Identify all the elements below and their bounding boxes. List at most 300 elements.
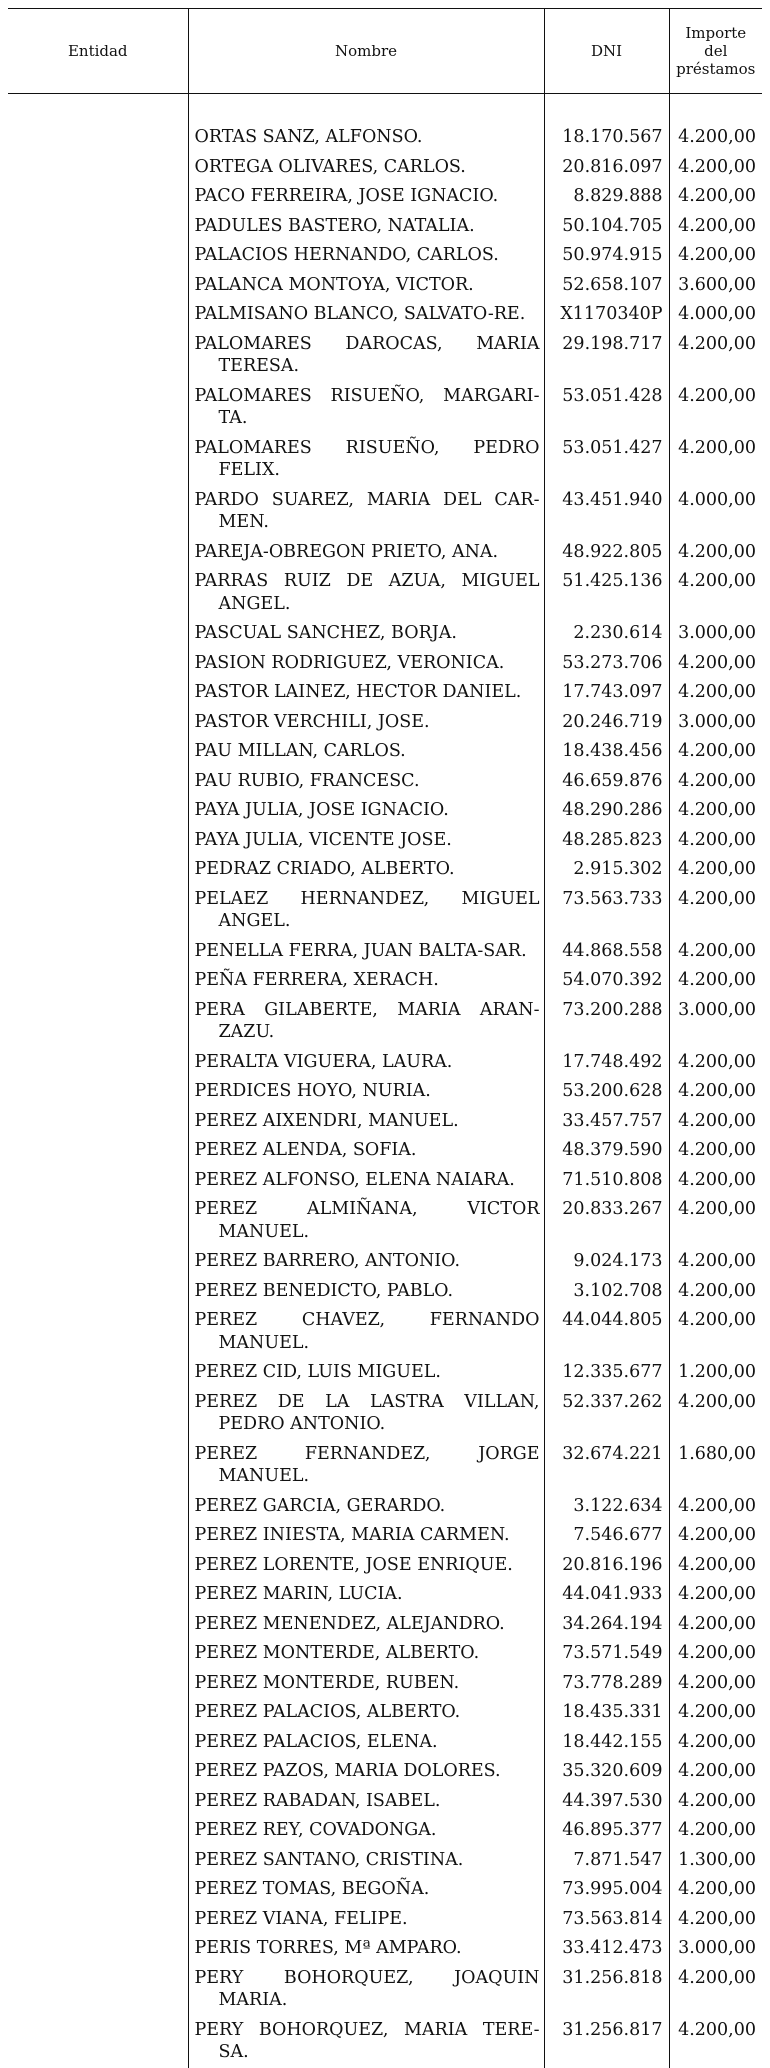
- entidad-cell: [8, 330, 188, 382]
- importe-cell: 4.200,00: [669, 538, 762, 568]
- header-nombre: Nombre: [188, 9, 544, 94]
- importe-cell: 4.200,00: [669, 153, 762, 183]
- nombre-cell: [188, 1107, 544, 1137]
- nombre-text: PENELLA FERRA, JUAN BALTA-SAR.: [194, 940, 527, 961]
- nombre-text: PEREZ MARIN, LUCIA.: [194, 1584, 403, 1604]
- importe-cell: 4.200,00: [669, 1388, 762, 1440]
- importe-cell: 3.000,00: [669, 708, 762, 738]
- importe-cell: 4.200,00: [669, 1551, 762, 1581]
- table-row: [8, 212, 762, 242]
- importe-cell: 4.200,00: [669, 1580, 762, 1610]
- dni-cell: 33.412.473: [544, 1934, 669, 1964]
- entidad-cell: [8, 1048, 188, 1078]
- dni-cell: 73.563.733: [544, 885, 669, 937]
- nombre-cell: [188, 1166, 544, 1196]
- entidad-cell: [8, 1521, 188, 1551]
- nombre-text: PARRAS RUIZ DE AZUA, MIGUEL ANGEL.: [194, 571, 540, 614]
- nombre-text: PERDICES HOYO, NURIA.: [194, 1081, 431, 1101]
- dni-cell: 33.457.757: [544, 1107, 669, 1137]
- nombre-text: PEREZ TOMAS, BEGOÑA.: [194, 1879, 430, 1899]
- entidad-cell: [8, 1195, 188, 1247]
- table-row: [8, 1816, 762, 1846]
- table-row: [8, 885, 762, 937]
- entidad-cell: [8, 737, 188, 767]
- table-row: [8, 796, 762, 826]
- dni-cell: 73.200.288: [544, 996, 669, 1048]
- nombre-text: PEREZ ALFONSO, ELENA NAIARA.: [194, 1169, 515, 1190]
- nombre-cell: [188, 271, 544, 301]
- entidad-cell: [8, 434, 188, 486]
- importe-cell: 4.200,00: [669, 1166, 762, 1196]
- table-row: [8, 708, 762, 738]
- table-row: [8, 1077, 762, 1107]
- importe-cell: 4.200,00: [669, 1698, 762, 1728]
- dni-cell: 73.563.814: [544, 1905, 669, 1935]
- importe-cell: 3.000,00: [669, 1934, 762, 1964]
- table-row: [8, 1728, 762, 1758]
- nombre-cell: [188, 1136, 544, 1166]
- importe-cell: 4.200,00: [669, 937, 762, 967]
- nombre-cell: [188, 1934, 544, 1964]
- importe-cell: 4.200,00: [669, 1247, 762, 1277]
- dni-cell: 18.438.456: [544, 737, 669, 767]
- importe-cell: 4.200,00: [669, 567, 762, 619]
- entidad-cell: [8, 1306, 188, 1358]
- dni-cell: 3.102.708: [544, 1277, 669, 1307]
- table-row: [8, 1639, 762, 1669]
- dni-cell: 48.290.286: [544, 796, 669, 826]
- dni-cell: 2.915.302: [544, 855, 669, 885]
- importe-cell: 4.200,00: [669, 885, 762, 937]
- table-header-row: [8, 9, 762, 94]
- nombre-text: PEDRAZ CRIADO, ALBERTO.: [194, 859, 455, 879]
- table-row: [8, 300, 762, 330]
- importe-cell: 4.200,00: [669, 1077, 762, 1107]
- entidad-cell: [8, 538, 188, 568]
- dni-cell: 18.442.155: [544, 1728, 669, 1758]
- importe-cell: 4.200,00: [669, 1875, 762, 1905]
- importe-cell: 4.200,00: [669, 796, 762, 826]
- nombre-text: PERALTA VIGUERA, LAURA.: [194, 1051, 453, 1072]
- entidad-cell: [8, 1698, 188, 1728]
- importe-cell: 4.200,00: [669, 1610, 762, 1640]
- nombre-text: PEREZ CHAVEZ, FERNANDO MANUEL.: [194, 1310, 540, 1353]
- entidad-cell: [8, 1580, 188, 1610]
- entidad-cell: [8, 1166, 188, 1196]
- nombre-cell: [188, 855, 544, 885]
- nombre-cell: [188, 1277, 544, 1307]
- table-row: [8, 1492, 762, 1522]
- nombre-text: PEREZ ALMIÑANA, VICTOR MANUEL.: [194, 1199, 540, 1242]
- nombre-text: PEREZ BARRERO, ANTONIO.: [194, 1251, 461, 1271]
- header-entidad: Entidad: [8, 9, 188, 94]
- entidad-cell: [8, 826, 188, 856]
- importe-cell: 4.200,00: [669, 1107, 762, 1137]
- dni-cell: 52.337.262: [544, 1388, 669, 1440]
- importe-cell: 3.000,00: [669, 996, 762, 1048]
- table-row: [8, 1905, 762, 1935]
- importe-cell: 4.200,00: [669, 1195, 762, 1247]
- table-row: [8, 855, 762, 885]
- header-dni: DNI: [544, 9, 669, 94]
- nombre-text: PADULES BASTERO, NATALIA.: [194, 215, 475, 236]
- entidad-cell: [8, 1787, 188, 1817]
- table-row: [8, 937, 762, 967]
- importe-cell: 4.000,00: [669, 300, 762, 330]
- nombre-text: PEREZ PALACIOS, ALBERTO.: [194, 1702, 461, 1722]
- dni-cell: 44.868.558: [544, 937, 669, 967]
- importe-cell: 4.000,00: [669, 486, 762, 538]
- importe-cell: 4.200,00: [669, 2016, 762, 2068]
- dni-cell: 20.246.719: [544, 708, 669, 738]
- nombre-cell: [188, 1195, 544, 1247]
- entidad-cell: [8, 966, 188, 996]
- nombre-text: PEREZ DE LA LASTRA VILLAN, PEDRO ANTONIO.: [194, 1391, 540, 1434]
- nombre-text: PASCUAL SANCHEZ, BORJA.: [194, 623, 457, 643]
- table-row: [8, 1107, 762, 1137]
- nombre-cell: [188, 1077, 544, 1107]
- entidad-cell: [8, 300, 188, 330]
- table-row: [8, 1166, 762, 1196]
- table-row: [8, 619, 762, 649]
- table-row: [8, 241, 762, 271]
- importe-cell: 3.000,00: [669, 619, 762, 649]
- nombre-cell: [188, 1388, 544, 1440]
- importe-cell: 4.200,00: [669, 241, 762, 271]
- entidad-cell: [8, 1905, 188, 1935]
- entidad-cell: [8, 1875, 188, 1905]
- table-row: [8, 678, 762, 708]
- dni-cell: 43.451.940: [544, 486, 669, 538]
- dni-cell: 50.104.705: [544, 212, 669, 242]
- entidad-cell: [8, 1610, 188, 1640]
- nombre-cell: [188, 1669, 544, 1699]
- entidad-cell: [8, 708, 188, 738]
- importe-cell: 4.200,00: [669, 855, 762, 885]
- dni-cell: 3.122.634: [544, 1492, 669, 1522]
- importe-cell: 1.200,00: [669, 1358, 762, 1388]
- dni-cell: 34.264.194: [544, 1610, 669, 1640]
- table-row: [8, 2016, 762, 2068]
- nombre-text: PEREZ LORENTE, JOSE ENRIQUE.: [194, 1554, 513, 1575]
- entidad-cell: [8, 937, 188, 967]
- nombre-cell: [188, 1875, 544, 1905]
- nombre-text: PASION RODRIGUEZ, VERONICA.: [194, 652, 505, 673]
- table-row: [8, 1698, 762, 1728]
- nombre-cell: [188, 678, 544, 708]
- nombre-cell: [188, 1816, 544, 1846]
- nombre-cell: [188, 1306, 544, 1358]
- nombre-text: PEREZ VIANA, FELIPE.: [194, 1908, 408, 1929]
- table-row: [8, 1306, 762, 1358]
- entidad-cell: [8, 1757, 188, 1787]
- nombre-text: PAYA JULIA, JOSE IGNACIO.: [194, 800, 449, 820]
- importe-cell: 4.200,00: [669, 826, 762, 856]
- nombre-text: PEREZ FERNANDEZ, JORGE MANUEL.: [194, 1443, 540, 1486]
- nombre-cell: [188, 538, 544, 568]
- dni-cell: 31.256.817: [544, 2016, 669, 2068]
- entidad-cell: [8, 123, 188, 153]
- nombre-cell: [188, 1247, 544, 1277]
- importe-cell: 4.200,00: [669, 1905, 762, 1935]
- table-row: [8, 330, 762, 382]
- document-page: [8, 8, 762, 2068]
- dni-cell: 44.041.933: [544, 1580, 669, 1610]
- table-row: [8, 434, 762, 486]
- table-row: [8, 1934, 762, 1964]
- table-row: [8, 538, 762, 568]
- nombre-cell: [188, 1358, 544, 1388]
- header-importe: [669, 9, 762, 94]
- entidad-cell: [8, 1934, 188, 1964]
- importe-cell: 4.200,00: [669, 678, 762, 708]
- dni-cell: 46.659.876: [544, 767, 669, 797]
- nombre-cell: [188, 212, 544, 242]
- entidad-cell: [8, 153, 188, 183]
- entidad-cell: [8, 1492, 188, 1522]
- nombre-cell: [188, 1440, 544, 1492]
- nombre-cell: [188, 486, 544, 538]
- nombre-text: PEREZ AIXENDRI, MANUEL.: [194, 1110, 459, 1131]
- nombre-cell: [188, 737, 544, 767]
- importe-cell: 1.680,00: [669, 1440, 762, 1492]
- nombre-text: PERIS TORRES, Mª AMPARO.: [194, 1938, 462, 1958]
- nombre-cell: [188, 1048, 544, 1078]
- table-row: [8, 1964, 762, 2016]
- importe-cell: 4.200,00: [669, 1492, 762, 1522]
- dni-cell: 44.044.805: [544, 1306, 669, 1358]
- nombre-text: PASTOR LAINEZ, HECTOR DANIEL.: [194, 682, 522, 702]
- nombre-cell: [188, 996, 544, 1048]
- importe-cell: 4.200,00: [669, 123, 762, 153]
- importe-cell: 4.200,00: [669, 182, 762, 212]
- header-importe-line-1: Importe: [685, 24, 747, 42]
- dni-cell: 9.024.173: [544, 1247, 669, 1277]
- table-row: [8, 382, 762, 434]
- entidad-cell: [8, 1846, 188, 1876]
- nombre-text: PEREZ ALENDA, SOFIA.: [194, 1140, 417, 1160]
- dni-cell: 32.674.221: [544, 1440, 669, 1492]
- dni-cell: 35.320.609: [544, 1757, 669, 1787]
- nombre-text: PEREZ GARCIA, GERARDO.: [194, 1495, 446, 1516]
- nombre-cell: [188, 1639, 544, 1669]
- nombre-cell: [188, 826, 544, 856]
- entidad-cell: [8, 1440, 188, 1492]
- dni-cell: 44.397.530: [544, 1787, 669, 1817]
- importe-cell: 4.200,00: [669, 434, 762, 486]
- nombre-text: PERA GILABERTE, MARIA ARAN-ZAZU.: [194, 999, 540, 1042]
- importe-cell: 4.200,00: [669, 1136, 762, 1166]
- dni-cell: 73.571.549: [544, 1639, 669, 1669]
- nombre-text: PERY BOHORQUEZ, JOAQUIN MARIA.: [194, 1967, 540, 2010]
- table-row: [8, 767, 762, 797]
- nombre-text: PALOMARES DAROCAS, MARIA TERESA.: [194, 333, 540, 376]
- nombre-text: ORTAS SANZ, ALFONSO.: [194, 127, 423, 147]
- nombre-text: PACO FERREIRA, JOSE IGNACIO.: [194, 186, 499, 206]
- nombre-cell: [188, 885, 544, 937]
- table-row: [8, 1580, 762, 1610]
- dni-cell: 51.425.136: [544, 567, 669, 619]
- nombre-text: PALANCA MONTOYA, VICTOR.: [194, 274, 474, 295]
- nombre-text: PALOMARES RISUEÑO, MARGARI-TA.: [194, 385, 540, 428]
- table-row: [8, 1277, 762, 1307]
- dni-cell: 48.285.823: [544, 826, 669, 856]
- nombre-cell: [188, 767, 544, 797]
- nombre-cell: [188, 182, 544, 212]
- dni-cell: 20.816.196: [544, 1551, 669, 1581]
- loan-table: [8, 8, 762, 2068]
- table-row: [8, 271, 762, 301]
- table-row: [8, 826, 762, 856]
- dni-cell: 54.070.392: [544, 966, 669, 996]
- importe-cell: 4.200,00: [669, 1787, 762, 1817]
- dni-cell: 53.200.628: [544, 1077, 669, 1107]
- dni-cell: 73.778.289: [544, 1669, 669, 1699]
- nombre-cell: [188, 1846, 544, 1876]
- dni-cell: 71.510.808: [544, 1166, 669, 1196]
- nombre-text: PEREZ SANTANO, CRISTINA.: [194, 1849, 464, 1870]
- entidad-cell: [8, 241, 188, 271]
- dni-cell: 12.335.677: [544, 1358, 669, 1388]
- table-row: [8, 1610, 762, 1640]
- entidad-cell: [8, 1816, 188, 1846]
- nombre-cell: [188, 382, 544, 434]
- table-row: [8, 182, 762, 212]
- nombre-text: PAYA JULIA, VICENTE JOSE.: [194, 829, 452, 850]
- dni-cell: 20.833.267: [544, 1195, 669, 1247]
- table-row: [8, 966, 762, 996]
- entidad-cell: [8, 2016, 188, 2068]
- nombre-text: PELAEZ HERNANDEZ, MIGUEL ANGEL.: [194, 888, 540, 931]
- nombre-cell: [188, 1698, 544, 1728]
- table-row: [8, 996, 762, 1048]
- nombre-text: PAU RUBIO, FRANCESC.: [194, 770, 420, 791]
- dni-cell: 46.895.377: [544, 1816, 669, 1846]
- nombre-text: PEREZ INIESTA, MARIA CARMEN.: [194, 1525, 510, 1545]
- nombre-text: PEREZ REY, COVADONGA.: [194, 1820, 437, 1840]
- importe-cell: 4.200,00: [669, 1728, 762, 1758]
- entidad-cell: [8, 649, 188, 679]
- entidad-cell: [8, 885, 188, 937]
- nombre-cell: [188, 123, 544, 153]
- entidad-cell: [8, 678, 188, 708]
- table-row: [8, 1787, 762, 1817]
- nombre-text: PAU MILLAN, CARLOS.: [194, 741, 406, 761]
- entidad-cell: [8, 767, 188, 797]
- entidad-cell: [8, 796, 188, 826]
- nombre-cell: [188, 153, 544, 183]
- dni-cell: 29.198.717: [544, 330, 669, 382]
- table-row: [8, 1521, 762, 1551]
- entidad-cell: [8, 1107, 188, 1137]
- nombre-cell: [188, 1964, 544, 2016]
- entidad-cell: [8, 1247, 188, 1277]
- entidad-cell: [8, 1136, 188, 1166]
- nombre-cell: [188, 649, 544, 679]
- importe-cell: 4.200,00: [669, 767, 762, 797]
- nombre-text: PARDO SUAREZ, MARIA DEL CAR-MEN.: [194, 489, 540, 532]
- nombre-text: ORTEGA OLIVARES, CARLOS.: [194, 156, 466, 177]
- entidad-cell: [8, 996, 188, 1048]
- dni-cell: 52.658.107: [544, 271, 669, 301]
- nombre-cell: [188, 567, 544, 619]
- table-row: [8, 1551, 762, 1581]
- importe-cell: 4.200,00: [669, 1277, 762, 1307]
- dni-cell: 18.435.331: [544, 1698, 669, 1728]
- nombre-cell: [188, 300, 544, 330]
- entidad-cell: [8, 486, 188, 538]
- nombre-cell: [188, 1757, 544, 1787]
- nombre-text: PERY BOHORQUEZ, MARIA TERE-SA.: [194, 2019, 540, 2062]
- entidad-cell: [8, 1277, 188, 1307]
- importe-cell: 4.200,00: [669, 1048, 762, 1078]
- nombre-cell: [188, 1787, 544, 1817]
- entidad-cell: [8, 855, 188, 885]
- entidad-cell: [8, 1639, 188, 1669]
- nombre-cell: [188, 708, 544, 738]
- nombre-cell: [188, 796, 544, 826]
- entidad-cell: [8, 1728, 188, 1758]
- table-row: [8, 1669, 762, 1699]
- dni-cell: 53.273.706: [544, 649, 669, 679]
- nombre-text: PEREZ PALACIOS, ELENA.: [194, 1731, 438, 1752]
- dni-cell: 31.256.818: [544, 1964, 669, 2016]
- dni-cell: 17.743.097: [544, 678, 669, 708]
- importe-cell: 4.200,00: [669, 1306, 762, 1358]
- header-importe-line-2: del: [704, 42, 728, 60]
- table-row: [8, 123, 762, 153]
- entidad-cell: [8, 567, 188, 619]
- table-body: [8, 94, 762, 2068]
- table-row: [8, 1388, 762, 1440]
- table-row: [8, 153, 762, 183]
- dni-cell: 8.829.888: [544, 182, 669, 212]
- table-row: [8, 1846, 762, 1876]
- dni-cell: 2.230.614: [544, 619, 669, 649]
- table-row: [8, 567, 762, 619]
- table-row: [8, 1136, 762, 1166]
- dni-cell: 48.379.590: [544, 1136, 669, 1166]
- dni-cell: 7.871.547: [544, 1846, 669, 1876]
- dni-cell: 73.995.004: [544, 1875, 669, 1905]
- nombre-text: PALACIOS HERNANDO, CARLOS.: [194, 245, 499, 265]
- importe-cell: 4.200,00: [669, 382, 762, 434]
- nombre-text: PAREJA-OBREGON PRIETO, ANA.: [194, 541, 499, 562]
- nombre-cell: [188, 1610, 544, 1640]
- entidad-cell: [8, 212, 188, 242]
- nombre-cell: [188, 966, 544, 996]
- table-row: [8, 486, 762, 538]
- dni-cell: 53.051.427: [544, 434, 669, 486]
- dni-cell: 20.816.097: [544, 153, 669, 183]
- dni-cell: X1170340P: [544, 300, 669, 330]
- nombre-cell: [188, 619, 544, 649]
- importe-cell: 4.200,00: [669, 649, 762, 679]
- dni-cell: 7.546.677: [544, 1521, 669, 1551]
- importe-cell: 4.200,00: [669, 737, 762, 767]
- dni-cell: 53.051.428: [544, 382, 669, 434]
- nombre-text: PEREZ CID, LUIS MIGUEL.: [194, 1362, 441, 1382]
- entidad-cell: [8, 1551, 188, 1581]
- dni-cell: 18.170.567: [544, 123, 669, 153]
- importe-cell: 4.200,00: [669, 1757, 762, 1787]
- nombre-text: PEREZ MONTERDE, ALBERTO.: [194, 1643, 480, 1663]
- header-importe-line-3: préstamos: [676, 60, 756, 78]
- nombre-text: PEREZ MENENDEZ, ALEJANDRO.: [194, 1613, 505, 1634]
- dni-cell: 50.974.915: [544, 241, 669, 271]
- nombre-cell: [188, 330, 544, 382]
- entidad-cell: [8, 182, 188, 212]
